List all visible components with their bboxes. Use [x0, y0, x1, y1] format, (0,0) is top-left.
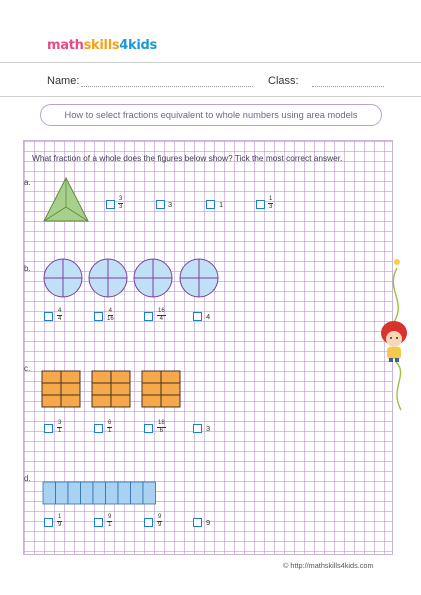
answer-fraction: $\frac{16}{4}$ — [158, 308, 165, 322]
answer-fraction: $\frac{3}{3}$ — [119, 196, 123, 210]
answer-checkbox[interactable] — [193, 424, 202, 433]
answer-value: 3 — [206, 424, 211, 433]
instruction: What fraction of a whole does the figures below show? Tick the most correct answer. — [32, 153, 343, 163]
triangle-figure — [44, 178, 88, 221]
answer-fraction: $\frac{18}{6}$ — [158, 420, 165, 434]
answer-checkbox[interactable] — [44, 312, 53, 321]
answer-checkbox[interactable] — [106, 200, 115, 209]
answer-fraction: $\frac{1}{3}$ — [269, 196, 273, 210]
answer-checkbox[interactable] — [206, 200, 215, 209]
answer-value: 1 — [219, 200, 224, 209]
answer-value: 9 — [206, 518, 211, 527]
answer-checkbox[interactable] — [144, 312, 153, 321]
answer-checkbox[interactable] — [156, 200, 165, 209]
answer-fraction: $\frac{4}{4}$ — [58, 308, 62, 322]
answer-fraction: $\frac{6}{1}$ — [108, 420, 112, 434]
bar-figure — [43, 482, 156, 504]
answer-checkbox[interactable] — [144, 424, 153, 433]
name-label: Name: — [47, 75, 80, 87]
answer-checkbox[interactable] — [193, 312, 202, 321]
answer-checkbox[interactable] — [144, 518, 153, 527]
answer-checkbox[interactable] — [94, 518, 103, 527]
answer-fraction: $\frac{4}{16}$ — [107, 308, 114, 322]
copyright-text: © http://mathskills4kids.com — [283, 561, 374, 570]
question-letter-b: b. — [24, 264, 31, 273]
answer-fraction: $\frac{3}{1}$ — [58, 420, 62, 434]
answer-value: 3 — [168, 200, 173, 209]
question-letter-a: a. — [24, 178, 31, 187]
answer-checkbox[interactable] — [44, 518, 53, 527]
answer-checkbox[interactable] — [94, 424, 103, 433]
answer-fraction: $\frac{1}{9}$ — [58, 514, 62, 528]
worksheet-title: How to select fractions equivalent to whole numbers using area models — [40, 104, 382, 126]
answer-checkbox[interactable] — [44, 424, 53, 433]
answer-checkbox[interactable] — [193, 518, 202, 527]
answer-fraction: $\frac{9}{1}$ — [108, 514, 112, 528]
answer-checkbox[interactable] — [94, 312, 103, 321]
question-letter-d: d. — [24, 474, 31, 483]
answer-fraction: $\frac{9}{9}$ — [158, 514, 162, 528]
squares-figure — [42, 371, 180, 407]
circles-figure — [44, 259, 218, 297]
question-letter-c: c. — [24, 364, 31, 373]
logo: mathskills4kids — [47, 38, 157, 53]
answer-checkbox[interactable] — [256, 200, 265, 209]
mascot-icon — [381, 259, 407, 410]
class-label: Class: — [268, 75, 299, 87]
answer-value: 4 — [206, 312, 211, 321]
